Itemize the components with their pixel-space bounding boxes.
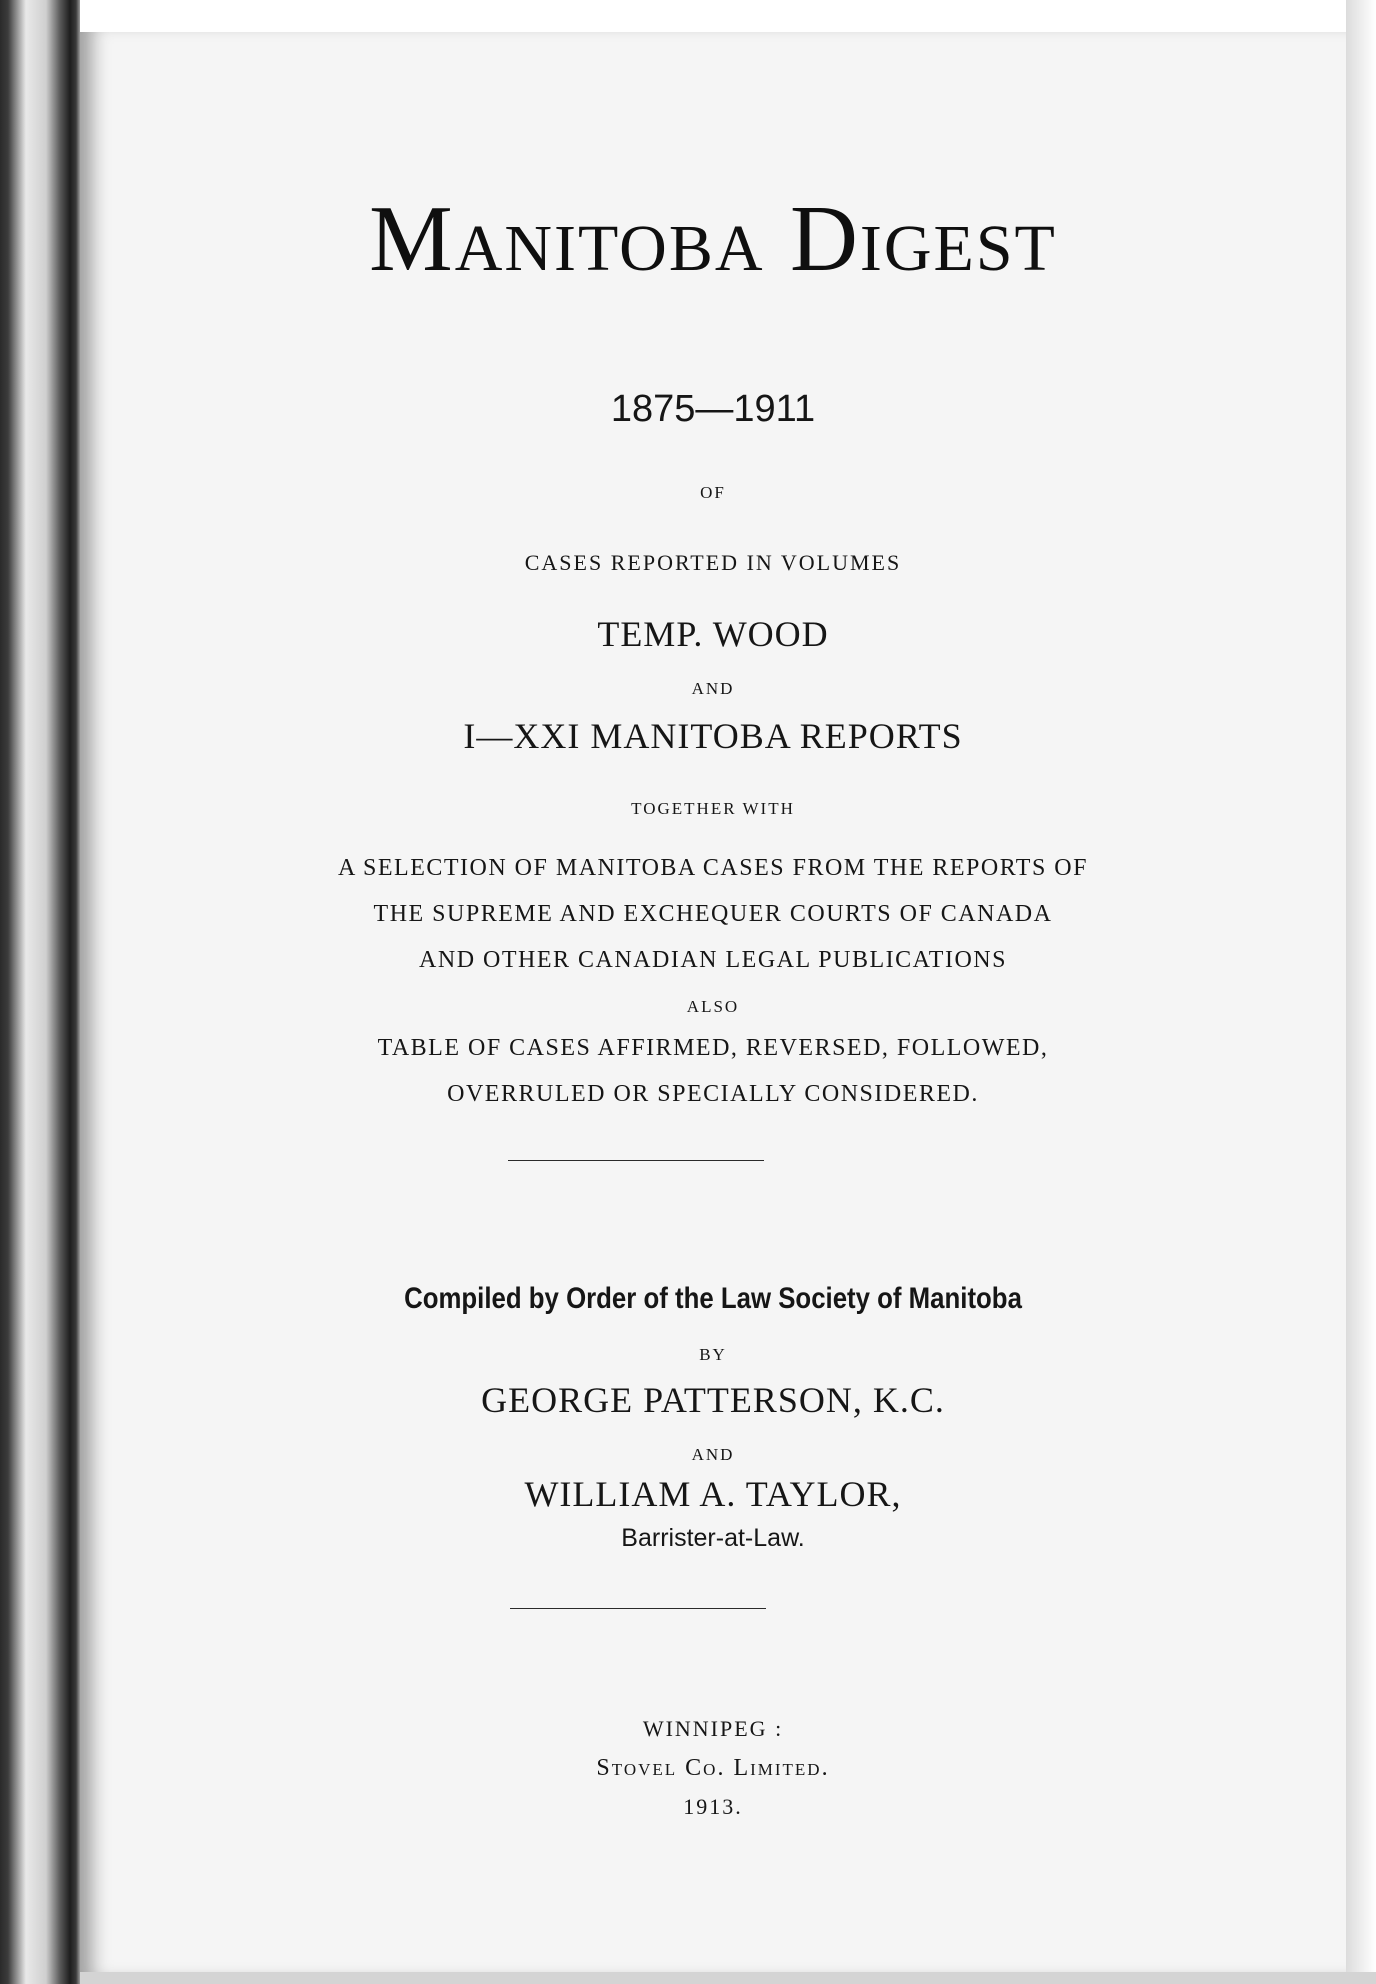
scan-left-edge: [0, 0, 80, 1984]
selection-line-3: AND OTHER CANADIAN LEGAL PUBLICATIONS: [419, 947, 1007, 973]
scan-right-edge: [1346, 0, 1376, 1984]
imprint-year: 1913.: [683, 1794, 743, 1819]
title-page: [80, 32, 1346, 1972]
by-line: BY: [699, 1345, 727, 1364]
selection-line-2: THE SUPREME AND EXCHEQUER COURTS OF CANADA: [373, 901, 1053, 927]
imprint-publisher: Stovel Co. Limited.: [596, 1755, 830, 1781]
also-line: ALSO: [686, 997, 740, 1016]
manitoba-reports-line: I—XXI MANITOBA REPORTS: [463, 716, 963, 756]
compiled-by-line: Compiled by Order of the Law Society of Manitoba: [404, 1282, 1022, 1315]
year-range: 1875—1911: [610, 388, 816, 430]
divider-rule-2: [510, 1608, 766, 1609]
scan-bottom-edge: [80, 1972, 1376, 1984]
author-1: GEORGE PATTERSON, K.C.: [481, 1380, 945, 1420]
temp-wood-line: TEMP. WOOD: [597, 614, 829, 654]
imprint-city: WINNIPEG :: [642, 1716, 784, 1741]
table-line-2: OVERRULED OR SPECIALLY CONSIDERED.: [447, 1081, 979, 1107]
author-2-title: Barrister-at-Law.: [621, 1524, 805, 1552]
author-2: WILLIAM A. TAYLOR,: [524, 1474, 902, 1514]
and-line-1: AND: [691, 679, 735, 698]
of-line: OF: [700, 483, 726, 502]
cases-reported-line: CASES REPORTED IN VOLUMES: [524, 550, 902, 575]
table-line-1: TABLE OF CASES AFFIRMED, REVERSED, FOLLOWED,: [377, 1035, 1049, 1061]
book-title: Manitoba Digest: [369, 187, 1057, 291]
together-with-line: TOGETHER WITH: [631, 799, 795, 818]
and-line-2: AND: [691, 1445, 735, 1464]
selection-line-1: A SELECTION OF MANITOBA CASES FROM THE REPORTS OF: [338, 855, 1088, 881]
divider-rule-1: [508, 1160, 764, 1161]
